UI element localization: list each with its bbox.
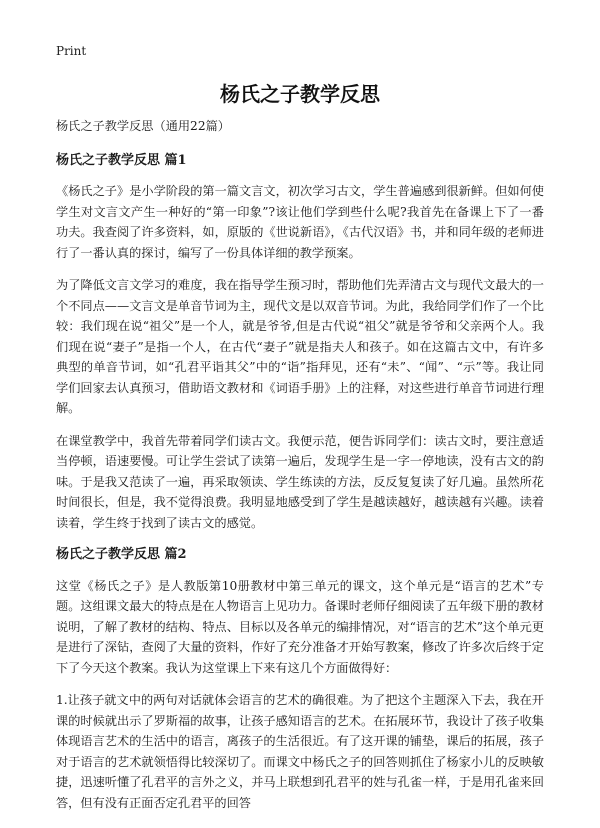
paragraph: 1.让孩子就文中的两句对话就体会语言的艺术的确很难。为了把这个主题深入下去，我在开课的时候就出示了罗斯福的故事，让孩子感知语言的艺术。在拓展环节，我设计了孩子收集体现语言艺术的生活中的语言，离孩子的生活很近。有了这开课的铺垫，课后的拓展，孩子对于语言的艺术就领悟得比较深切了。而课文中杨氏之子的回答则抓住了杨家小儿的反映敏捷，迅速听懂了孔君平的言外之义，并马上联想到孔君平的姓与孔雀一样，于是用孔雀来回答，但有没有正面否定孔君平的回答 [56, 693, 544, 810]
print-label: Print [56, 44, 87, 58]
section-1 [56, 151, 544, 534]
document-body [56, 116, 544, 825]
section-heading: 杨氏之子教学反思 篇1 [56, 152, 187, 168]
paragraph: 在课堂教学中，我首先带着同学们读古文。我便示范，便告诉同学们：读古文时，要注意适当停顿，语速要慢。可让学生尝试了读第一遍后，发现学生是一字一停地读，没有古文的韵味。于是我又范读了一遍，再采取领读、学生练读的方法，反反复复读了好几遍。虽然所花时间很长，但是，我不觉得浪费。我明显地感受到了学生是越读越好，越读越有兴趣。读着读着，学生终于找到了读古文的感觉。 [56, 433, 544, 530]
section-2 [56, 545, 544, 813]
paragraph: 《杨氏之子》是小学阶段的第一篇文言文，初次学习古文，学生普遍感到很新鲜。但如何使学生对文言文产生一种好的“第一印象”?该让他们学到些什么呢?我首先在备课上下了一番功夫。我查阅了许多资料，如，原版的《世说新语》，《古代汉语》书，并和同年级的老师进行了一番认真的探讨，编写了一份具体详细的教学预案。 [56, 184, 544, 260]
paragraph: 为了降低文言文学习的难度，我在指导学生预习时，帮助他们先弄清古文与现代文最大的一个不同点——文言文是单音节词为主，现代文是以双音节词。为此，我给同学们作了一个比较：我们现在说“祖父”是一个人，就是爷爷,但是古代说“祖父”就是爷爷和父亲两个人。我们现在说“妻子”是指一个人，在古代“妻子”就是指夫人和孩子。如在这篇古文中，有许多典型的单音节词，如“孔君平诣其父”中的“诣”指拜见，还有“未”、“闻”、“示”等。我让同学们回家去认真预习，借助语文教材和《词语手册》上的注释，对这些进行单音节词进行理解。 [56, 278, 544, 415]
page-title: 杨氏之子教学反思 [220, 82, 380, 106]
paragraph: 这堂《杨氏之子》是人教版第10册教材中第三单元的课文，这个单元是“语言的艺术”专题。这组课文最大的特点是在人物语言上见功力。备课时老师仔细阅读了五年级下册的教材说明，了解了教材的结构、特点、目标以及各单元的编排情况，对“语言的艺术”这个单元更是进行了深钻，查阅了大量的资料，作好了充分准备才开始写教案，修改了许多次后终于定下了今天这个教案。我认为这堂课上下来有这几个方面做得好： [56, 578, 544, 675]
document-subtitle: 杨氏之子教学反思（通用22篇） [56, 119, 230, 133]
section-heading: 杨氏之子教学反思 篇2 [56, 547, 187, 562]
